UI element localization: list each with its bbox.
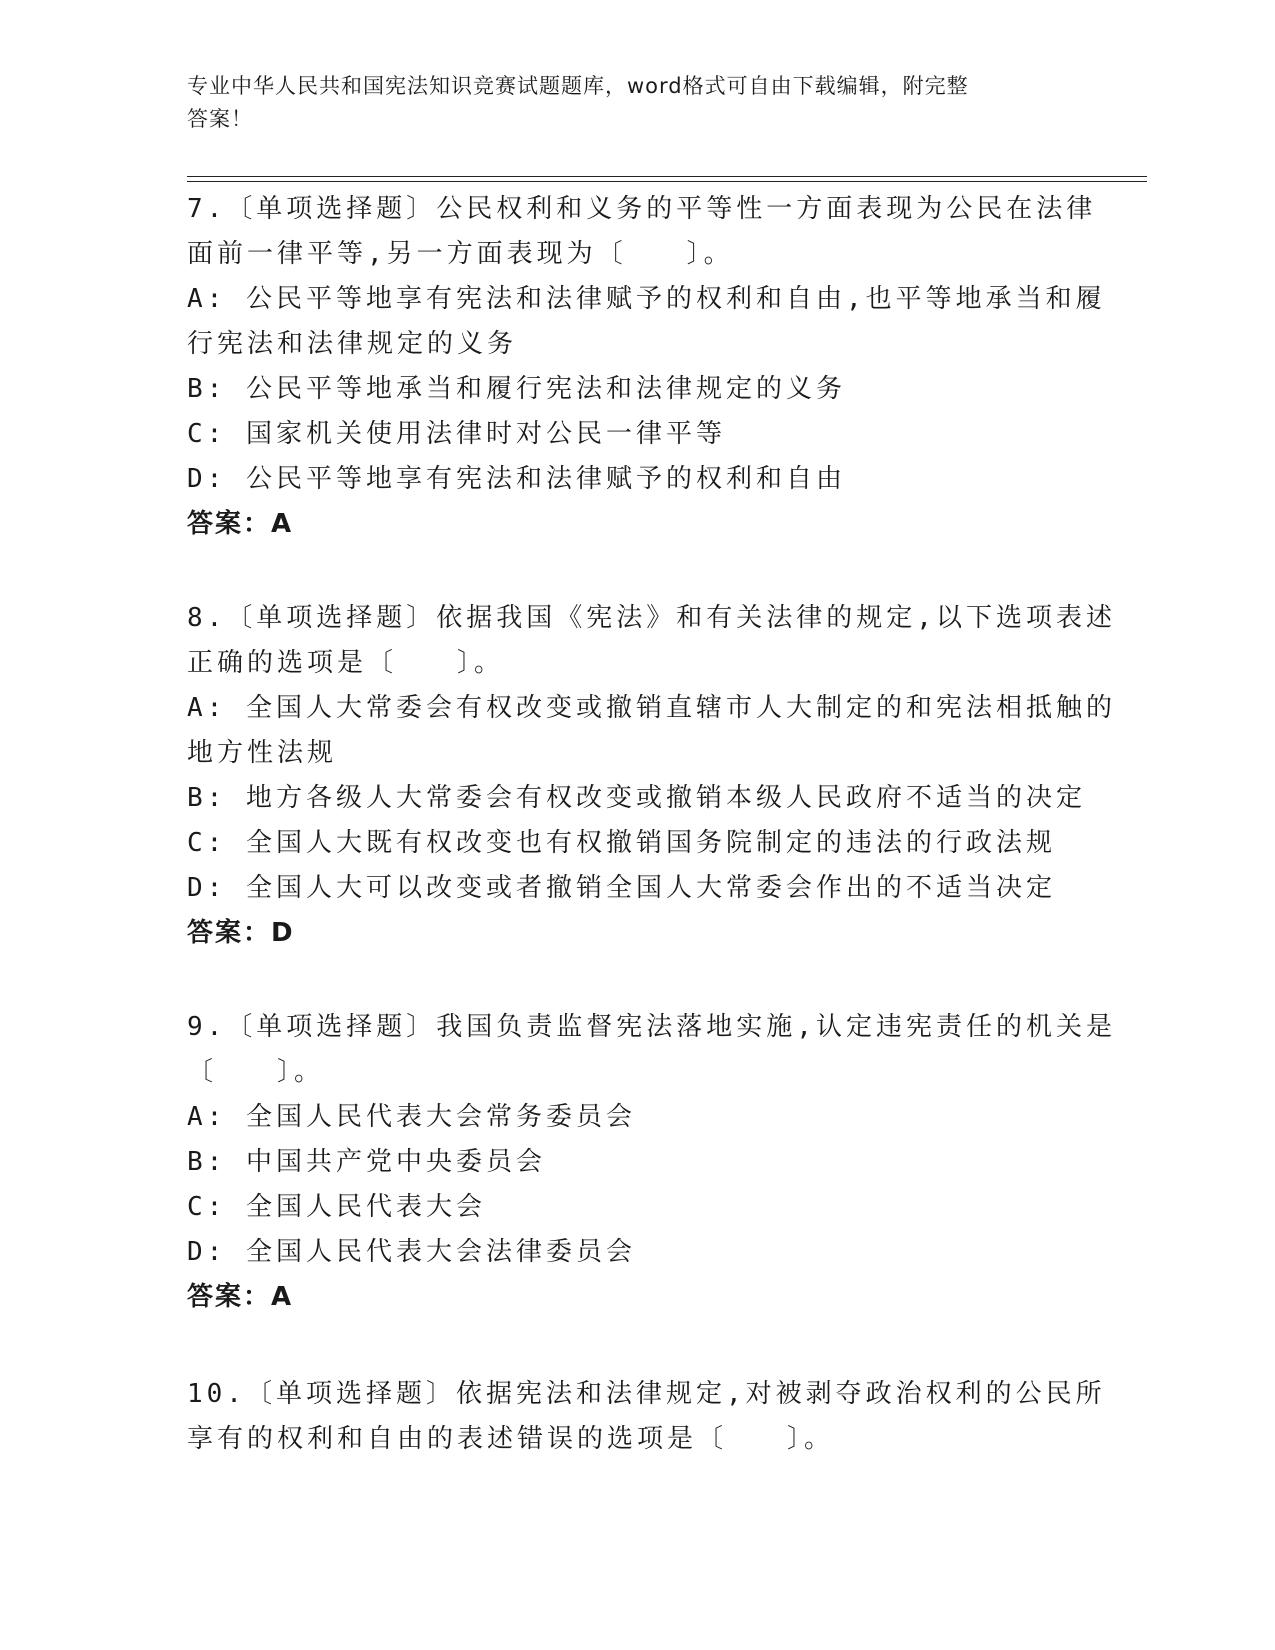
question-8 <box>187 596 1116 956</box>
answer: 答案：A <box>187 509 294 539</box>
option-a: A: 全国人大常委会有权改变或撤销直辖市人大制定的和宪法相抵触的 <box>187 693 1116 723</box>
question-9 <box>187 1005 1116 1320</box>
document-header <box>187 70 1067 136</box>
question-text: 7.〔单项选择题〕公民权利和义务的平等性一方面表现为公民在法律 <box>187 194 1097 224</box>
option-c: C: 全国人民代表大会 <box>187 1192 486 1222</box>
option-c: C: 全国人大既有权改变也有权撤销国务院制定的违法的行政法规 <box>187 828 1056 858</box>
option-c: C: 国家机关使用法律时对公民一律平等 <box>187 419 726 449</box>
question-7 <box>187 187 1106 547</box>
question-text: 正确的选项是〔 〕。 <box>187 648 505 678</box>
header-line: 答案！ <box>187 107 253 131</box>
option-b: B: 公民平等地承当和履行宪法和法律规定的义务 <box>187 374 846 404</box>
question-text: 9.〔单项选择题〕我国负责监督宪法落地实施,认定违宪责任的机关是 <box>187 1012 1116 1042</box>
option-b: B: 中国共产党中央委员会 <box>187 1147 546 1177</box>
answer: 答案：D <box>187 918 295 948</box>
question-text: 〔 〕。 <box>187 1057 325 1087</box>
option-a-continued: 地方性法规 <box>187 738 338 768</box>
option-a: A: 公民平等地享有宪法和法律赋予的权利和自由,也平等地承当和履 <box>187 284 1106 314</box>
option-d: D: 全国人大可以改变或者撤销全国人大常委会作出的不适当决定 <box>187 873 1056 903</box>
header-divider <box>187 176 1147 177</box>
option-d: D: 全国人民代表大会法律委员会 <box>187 1237 636 1267</box>
answer: 答案：A <box>187 1282 294 1312</box>
question-10 <box>187 1372 1106 1462</box>
option-b: B: 地方各级人大常委会有权改变或撤销本级人民政府不适当的决定 <box>187 783 1086 813</box>
question-text: 面前一律平等,另一方面表现为〔 〕。 <box>187 239 734 269</box>
option-a: A: 全国人民代表大会常务委员会 <box>187 1102 636 1132</box>
question-text: 享有的权利和自由的表述错误的选项是〔 〕。 <box>187 1424 835 1454</box>
question-text: 10.〔单项选择题〕依据宪法和法律规定,对被剥夺政治权利的公民所 <box>187 1379 1106 1409</box>
option-d: D: 公民平等地享有宪法和法律赋予的权利和自由 <box>187 464 846 494</box>
header-divider <box>187 181 1147 182</box>
option-a-continued: 行宪法和法律规定的义务 <box>187 329 518 359</box>
question-text: 8.〔单项选择题〕依据我国《宪法》和有关法律的规定,以下选项表述 <box>187 603 1116 633</box>
header-line: 专业中华人民共和国宪法知识竞赛试题题库，word格式可自由下载编辑，附完整 <box>187 74 969 98</box>
